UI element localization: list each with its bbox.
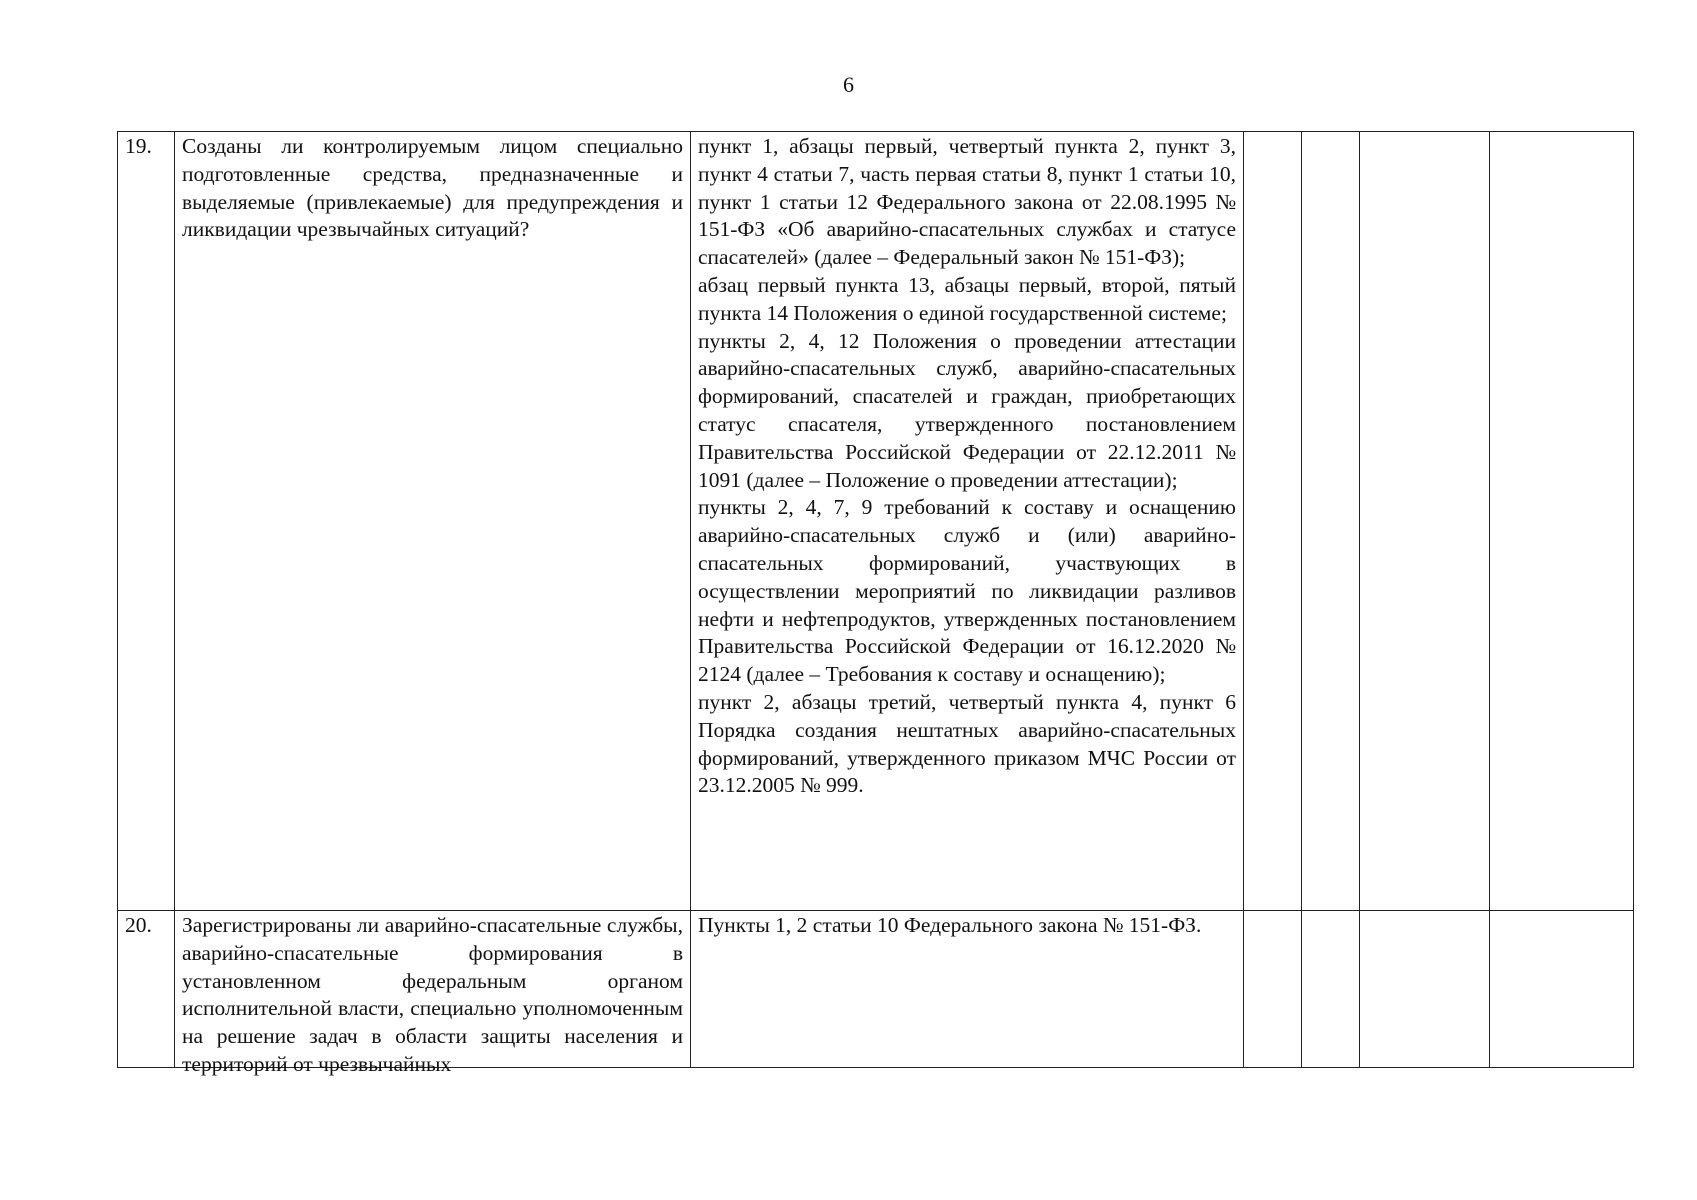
reference-paragraph: Пункты 1, 2 статьи 10 Федерального закона № 151-ФЗ. (698, 913, 1202, 937)
answer-cell-no (1302, 911, 1360, 1068)
page-number: 6 (843, 72, 854, 97)
row-number: 20. (118, 911, 175, 1068)
legal-references (691, 132, 1244, 911)
checklist-table (117, 131, 1634, 1076)
table-row (118, 132, 1634, 911)
answer-cell-not-applicable (1360, 132, 1490, 911)
answer-cell-not-applicable (1360, 911, 1490, 1068)
reference-paragraph: пункт 1, абзацы первый, четвертый пункта 2, пункт 3, пункт 4 статьи 7, часть первая статьи 8, пункт 1 статьи 10, пункт 1 статьи 12 Федерального закона от 22.08.1995 № 151-ФЗ «Об аварийно-спасательных службах и статусе спасателей» (далее – Федеральный закон № 151-ФЗ); (698, 134, 1236, 270)
reference-paragraph: абзац первый пункта 13, абзацы первый, второй, пятый пункта 14 Положения о единой государственной системе; (698, 272, 1236, 325)
notes-cell (1490, 132, 1634, 911)
answer-cell-yes (1244, 132, 1302, 911)
legal-references (691, 911, 1244, 1068)
reference-paragraph: пункты 2, 4, 12 Положения о проведении аттестации аварийно-спасательных служб, аварийно-спасательных формирований, спасателей и граждан, приобретающих статус спасателя, утвержденного постановлением Правительства Российской Федерации от 22.12.2011 № 1091 (далее – Положение о проведении аттестации); (698, 328, 1236, 492)
row-number: 19. (118, 132, 175, 911)
reference-paragraph: пункт 2, абзацы третий, четвертый пункта 4, пункт 6 Порядка создания нештатных аварийно-спасательных формирований, утвержденного приказом МЧС России от 23.12.2005 № 999. (698, 689, 1236, 798)
question-text: Созданы ли контролируемым лицом специально подготовленные средства, предназначенные и выделяемые (привлекаемые) для предупреждения и ликвидации чрезвычайных ситуаций? (175, 132, 691, 911)
question-text-content: Зарегистрированы ли аварийно-спасательные службы, аварийно-спасательные формирования в установленном федеральным органом исполнительной власти, специально уполномоченным на решение задач в области защиты населения и территорий от чрезвычайных (182, 913, 683, 1076)
answer-cell-yes (1244, 911, 1302, 1068)
question-text (175, 911, 691, 1076)
answer-cell-no (1302, 132, 1360, 911)
notes-cell (1490, 911, 1634, 1068)
table-row (118, 911, 1634, 1068)
reference-paragraph: пункты 2, 4, 7, 9 требований к составу и оснащению аварийно-спасательных служб и (или) аварийно-спасательных формирований, участвующих в осуществлении мероприятий по ликвидации разливов нефти и нефтепродуктов, утвержденных постановлением Правительства Российской Федерации от 16.12.2020 № 2124 (далее – Требования к составу и оснащению); (698, 495, 1236, 687)
